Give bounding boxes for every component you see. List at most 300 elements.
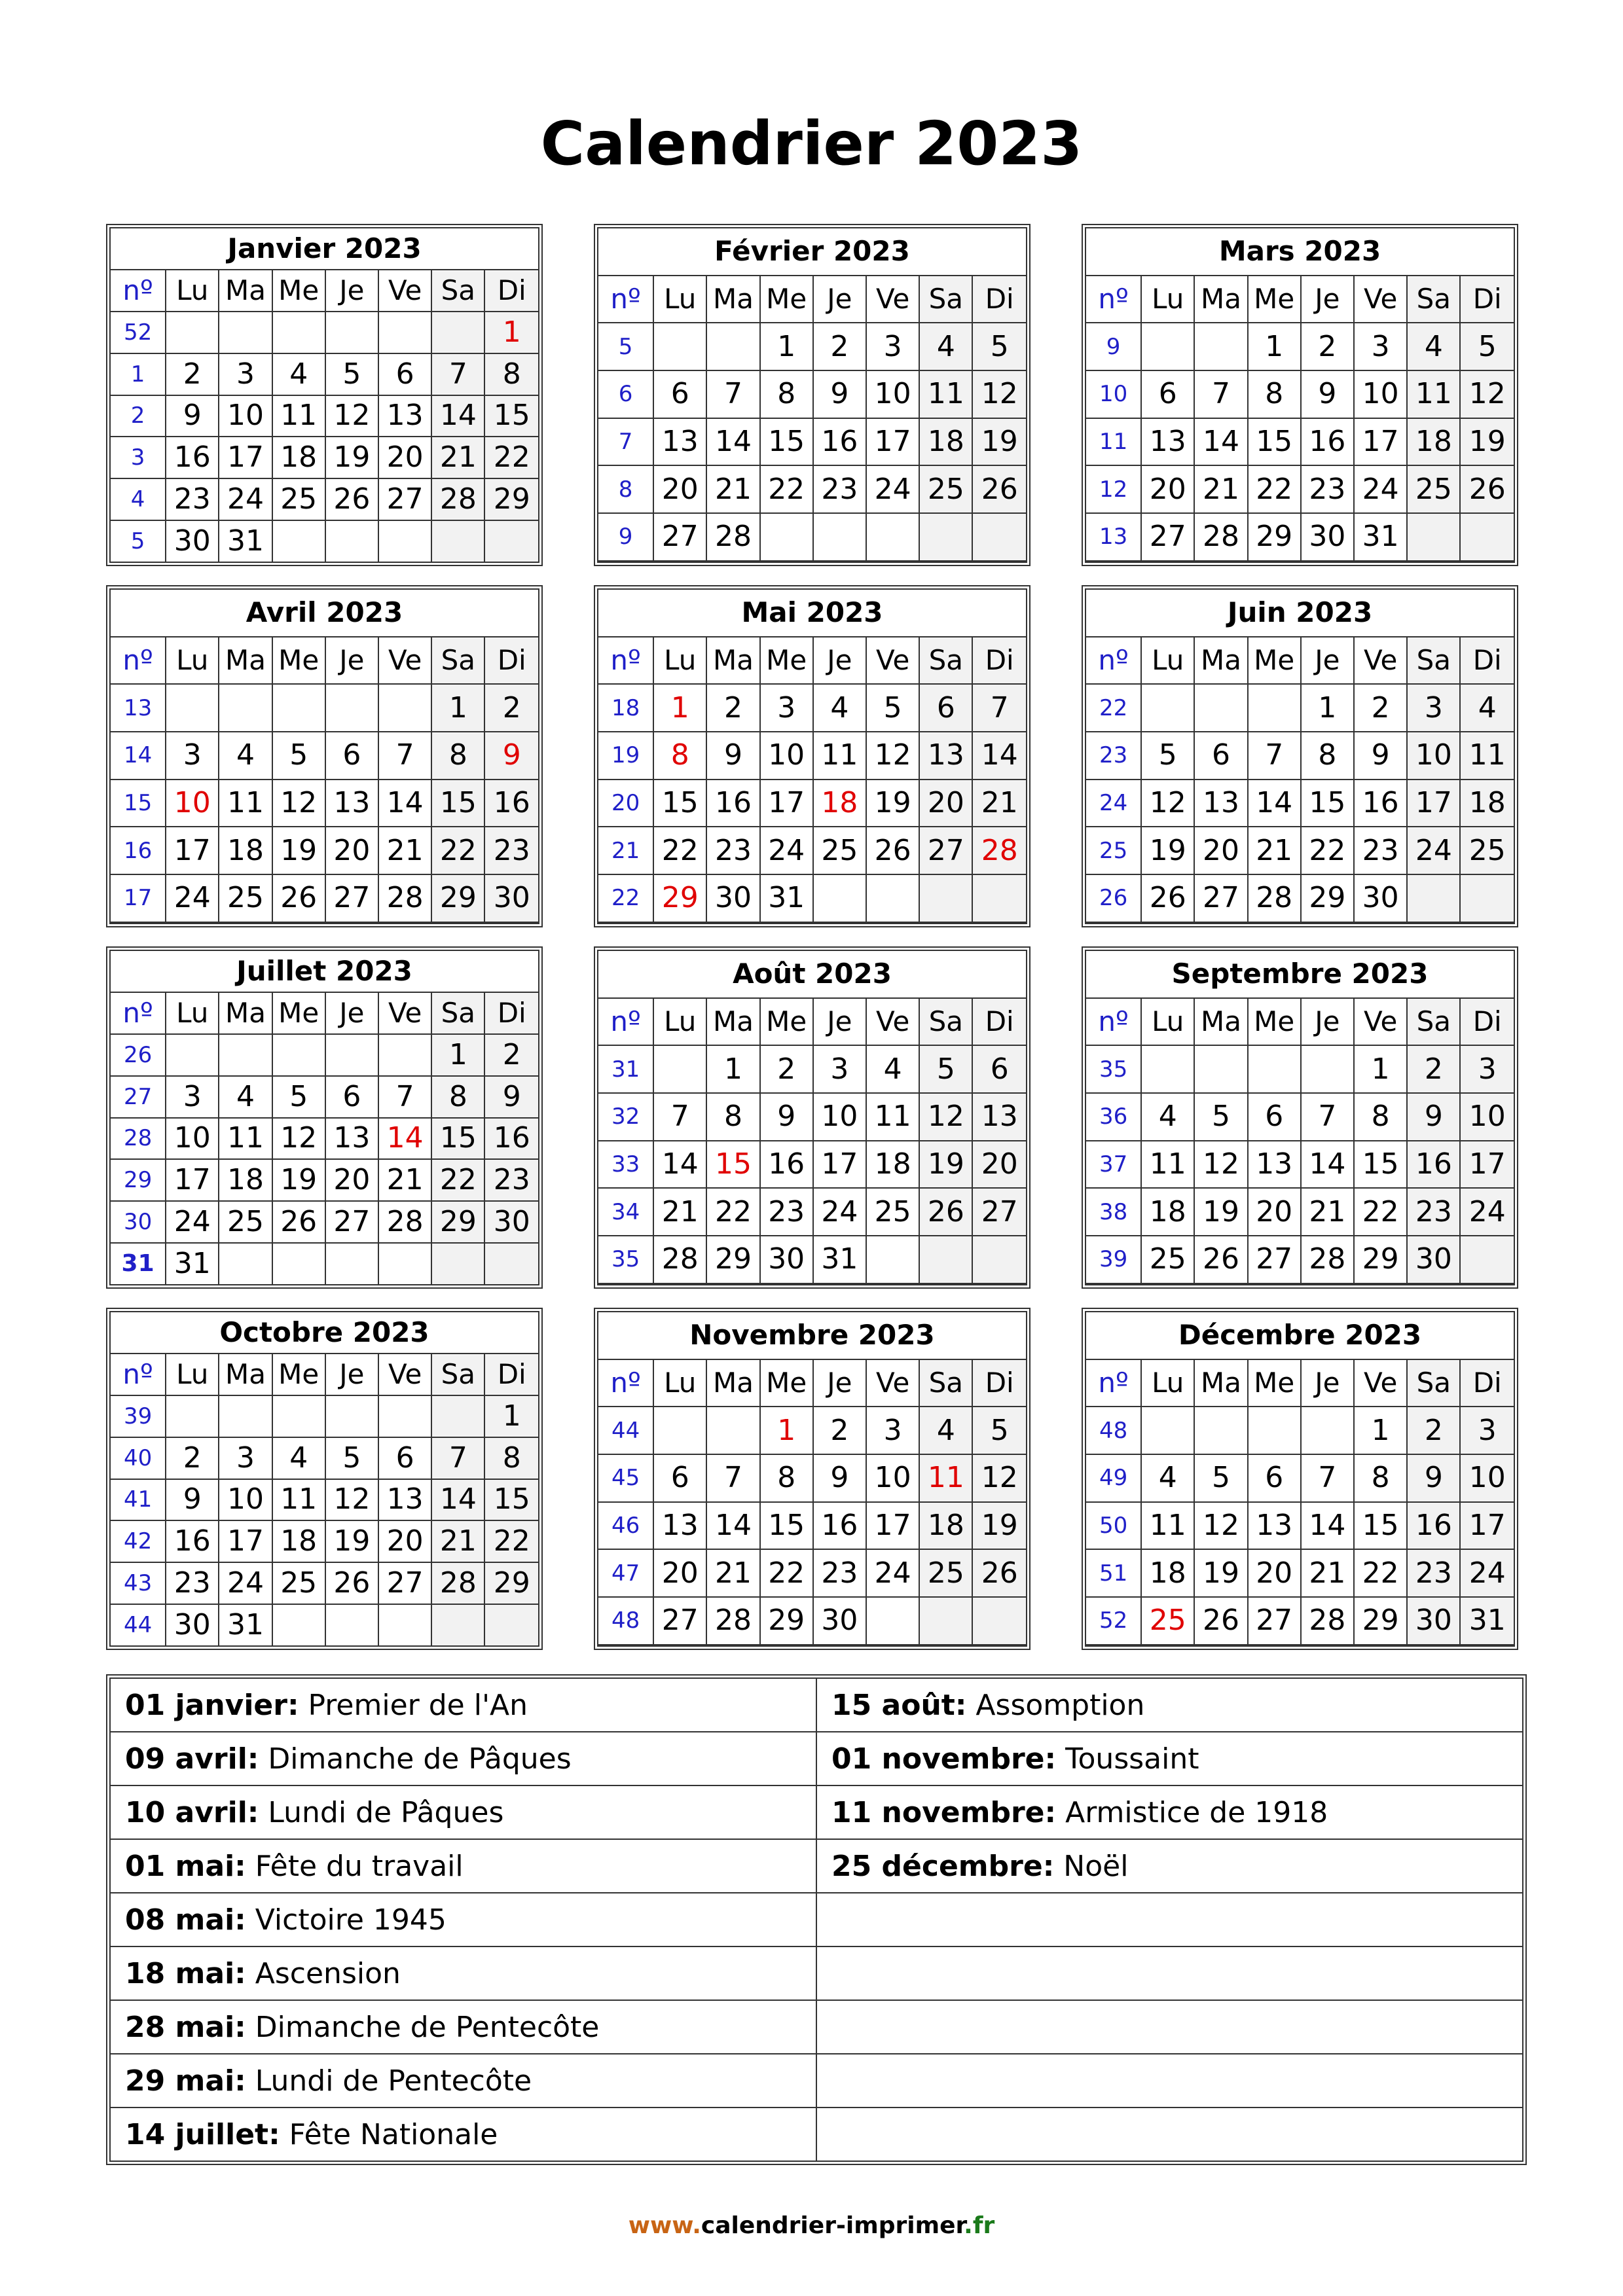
day-cell[interactable]: 7 <box>1194 370 1247 418</box>
day-cell[interactable]: 20 <box>972 1141 1027 1189</box>
day-cell[interactable] <box>1248 1407 1301 1454</box>
day-cell[interactable]: 17 <box>866 418 919 466</box>
day-cell[interactable] <box>919 561 972 562</box>
day-cell[interactable] <box>272 684 325 732</box>
day-cell[interactable]: 14 <box>1248 780 1301 827</box>
day-cell[interactable]: 18 <box>1460 780 1514 827</box>
day-cell[interactable]: 13 <box>1248 1502 1301 1550</box>
day-cell[interactable]: 1 <box>1354 1045 1407 1093</box>
day-cell[interactable]: 15 <box>760 1502 813 1550</box>
day-cell[interactable]: 15 <box>1354 1141 1407 1189</box>
day-cell[interactable]: 23 <box>1407 1188 1460 1236</box>
day-cell[interactable]: 31 <box>1354 513 1407 561</box>
day-cell[interactable]: 4 <box>866 1045 919 1093</box>
day-cell[interactable] <box>1248 1283 1301 1285</box>
day-cell[interactable]: 22 <box>484 1520 539 1562</box>
day-cell[interactable]: 13 <box>325 780 378 827</box>
day-cell[interactable]: 1 <box>431 684 484 732</box>
day-cell[interactable]: 23 <box>706 827 759 874</box>
day-cell[interactable]: 8 <box>484 353 539 395</box>
day-cell[interactable]: 31 <box>760 874 813 922</box>
day-cell[interactable]: 6 <box>653 370 706 418</box>
day-cell[interactable]: 1 <box>1354 1407 1407 1454</box>
day-cell[interactable]: 29 <box>1354 1236 1407 1283</box>
day-cell[interactable]: 24 <box>866 1549 919 1597</box>
day-cell[interactable]: 3 <box>1354 323 1407 370</box>
day-cell[interactable] <box>1194 1045 1247 1093</box>
day-cell[interactable]: 13 <box>919 732 972 780</box>
day-cell[interactable]: 14 <box>1194 418 1247 466</box>
day-cell[interactable]: 7 <box>431 353 484 395</box>
day-cell[interactable]: 30 <box>484 874 539 922</box>
day-cell[interactable]: 17 <box>866 1502 919 1550</box>
day-cell[interactable] <box>919 1645 972 1646</box>
day-cell[interactable]: 6 <box>325 732 378 780</box>
day-cell[interactable] <box>325 312 378 353</box>
day-cell[interactable] <box>272 1034 325 1076</box>
day-cell[interactable] <box>484 922 539 924</box>
day-cell[interactable]: 18 <box>1407 418 1460 466</box>
day-cell[interactable]: 6 <box>1248 1454 1301 1502</box>
day-cell[interactable] <box>1194 684 1247 732</box>
day-cell[interactable]: 26 <box>919 1188 972 1236</box>
day-cell[interactable]: 27 <box>1141 513 1194 561</box>
day-cell[interactable]: 2 <box>1354 684 1407 732</box>
day-cell[interactable]: 24 <box>760 827 813 874</box>
day-cell[interactable] <box>919 1236 972 1283</box>
day-cell[interactable]: 23 <box>1407 1549 1460 1597</box>
day-cell[interactable] <box>1248 922 1301 924</box>
day-cell[interactable]: 17 <box>166 827 219 874</box>
day-cell[interactable]: 12 <box>1194 1502 1247 1550</box>
day-cell[interactable] <box>1301 1645 1354 1646</box>
day-cell[interactable] <box>325 922 378 924</box>
day-cell[interactable]: 16 <box>1354 780 1407 827</box>
day-cell[interactable]: 3 <box>1460 1407 1514 1454</box>
day-cell[interactable] <box>706 922 759 924</box>
day-cell[interactable] <box>972 1283 1027 1285</box>
day-cell[interactable] <box>484 1604 539 1646</box>
day-cell[interactable] <box>378 1395 431 1437</box>
day-cell[interactable]: 13 <box>378 395 431 437</box>
day-cell[interactable] <box>1301 1283 1354 1285</box>
day-cell[interactable]: 21 <box>1248 827 1301 874</box>
day-cell[interactable]: 17 <box>1407 780 1460 827</box>
day-cell[interactable]: 6 <box>919 684 972 732</box>
day-cell[interactable]: 12 <box>919 1093 972 1141</box>
day-cell[interactable] <box>866 561 919 562</box>
day-cell[interactable]: 1 <box>1248 323 1301 370</box>
day-cell[interactable]: 14 <box>431 1479 484 1521</box>
day-cell[interactable] <box>325 1604 378 1646</box>
day-cell[interactable]: 14 <box>653 1141 706 1189</box>
day-cell[interactable]: 4 <box>1407 323 1460 370</box>
day-cell[interactable] <box>972 922 1027 924</box>
day-cell[interactable] <box>166 684 219 732</box>
day-cell[interactable]: 8 <box>653 732 706 780</box>
day-cell[interactable]: 9 <box>166 1479 219 1521</box>
day-cell[interactable]: 18 <box>219 1159 272 1201</box>
day-cell[interactable] <box>813 874 866 922</box>
day-cell[interactable]: 12 <box>272 780 325 827</box>
day-cell[interactable]: 22 <box>706 1188 759 1236</box>
day-cell[interactable] <box>1354 1645 1407 1646</box>
day-cell[interactable]: 9 <box>1407 1454 1460 1502</box>
day-cell[interactable] <box>653 323 706 370</box>
day-cell[interactable]: 29 <box>431 874 484 922</box>
day-cell[interactable]: 5 <box>1460 323 1514 370</box>
day-cell[interactable]: 24 <box>1354 465 1407 513</box>
day-cell[interactable] <box>1354 561 1407 562</box>
day-cell[interactable] <box>706 1645 759 1646</box>
day-cell[interactable]: 30 <box>484 1201 539 1243</box>
day-cell[interactable]: 4 <box>813 684 866 732</box>
day-cell[interactable]: 5 <box>325 353 378 395</box>
day-cell[interactable]: 21 <box>1301 1549 1354 1597</box>
day-cell[interactable] <box>219 684 272 732</box>
day-cell[interactable]: 11 <box>219 1118 272 1160</box>
day-cell[interactable]: 9 <box>484 732 539 780</box>
day-cell[interactable]: 13 <box>1248 1141 1301 1189</box>
day-cell[interactable] <box>272 1243 325 1285</box>
day-cell[interactable]: 31 <box>166 1243 219 1285</box>
day-cell[interactable]: 25 <box>1407 465 1460 513</box>
day-cell[interactable]: 6 <box>972 1045 1027 1093</box>
day-cell[interactable] <box>866 1236 919 1283</box>
day-cell[interactable] <box>972 1236 1027 1283</box>
day-cell[interactable] <box>1407 922 1460 924</box>
day-cell[interactable] <box>919 1283 972 1285</box>
day-cell[interactable]: 26 <box>325 478 378 520</box>
day-cell[interactable]: 17 <box>1460 1502 1514 1550</box>
day-cell[interactable]: 19 <box>325 437 378 478</box>
day-cell[interactable]: 30 <box>1301 513 1354 561</box>
day-cell[interactable]: 25 <box>1460 827 1514 874</box>
day-cell[interactable] <box>484 520 539 562</box>
day-cell[interactable]: 1 <box>1301 684 1354 732</box>
day-cell[interactable]: 31 <box>219 520 272 562</box>
day-cell[interactable]: 19 <box>1194 1188 1247 1236</box>
day-cell[interactable]: 2 <box>166 353 219 395</box>
day-cell[interactable] <box>1301 1045 1354 1093</box>
day-cell[interactable]: 17 <box>813 1141 866 1189</box>
day-cell[interactable] <box>653 561 706 562</box>
day-cell[interactable]: 24 <box>866 465 919 513</box>
day-cell[interactable]: 13 <box>972 1093 1027 1141</box>
day-cell[interactable]: 8 <box>760 1454 813 1502</box>
day-cell[interactable]: 28 <box>431 478 484 520</box>
day-cell[interactable]: 18 <box>272 437 325 478</box>
day-cell[interactable]: 24 <box>1407 827 1460 874</box>
day-cell[interactable]: 9 <box>706 732 759 780</box>
day-cell[interactable]: 5 <box>866 684 919 732</box>
day-cell[interactable]: 12 <box>1141 780 1194 827</box>
day-cell[interactable] <box>706 323 759 370</box>
day-cell[interactable]: 9 <box>1301 370 1354 418</box>
day-cell[interactable] <box>706 1407 759 1454</box>
day-cell[interactable]: 12 <box>972 370 1027 418</box>
day-cell[interactable]: 28 <box>1301 1597 1354 1645</box>
day-cell[interactable]: 30 <box>1354 874 1407 922</box>
day-cell[interactable] <box>1194 1283 1247 1285</box>
day-cell[interactable]: 13 <box>653 418 706 466</box>
day-cell[interactable]: 28 <box>378 874 431 922</box>
day-cell[interactable] <box>972 1645 1027 1646</box>
day-cell[interactable]: 26 <box>972 1549 1027 1597</box>
day-cell[interactable]: 24 <box>166 1201 219 1243</box>
day-cell[interactable]: 26 <box>272 874 325 922</box>
day-cell[interactable] <box>378 684 431 732</box>
day-cell[interactable]: 10 <box>866 1454 919 1502</box>
day-cell[interactable]: 30 <box>760 1236 813 1283</box>
day-cell[interactable]: 7 <box>653 1093 706 1141</box>
day-cell[interactable] <box>431 1604 484 1646</box>
day-cell[interactable]: 25 <box>272 478 325 520</box>
day-cell[interactable]: 26 <box>272 1201 325 1243</box>
day-cell[interactable]: 13 <box>325 1118 378 1160</box>
day-cell[interactable]: 6 <box>653 1454 706 1502</box>
day-cell[interactable]: 25 <box>219 1201 272 1243</box>
day-cell[interactable]: 12 <box>272 1118 325 1160</box>
day-cell[interactable]: 15 <box>484 1479 539 1521</box>
day-cell[interactable]: 21 <box>653 1188 706 1236</box>
day-cell[interactable] <box>706 561 759 562</box>
day-cell[interactable]: 27 <box>919 827 972 874</box>
day-cell[interactable]: 16 <box>166 437 219 478</box>
day-cell[interactable] <box>653 1283 706 1285</box>
day-cell[interactable]: 21 <box>378 827 431 874</box>
day-cell[interactable] <box>760 513 813 561</box>
day-cell[interactable]: 2 <box>166 1437 219 1479</box>
day-cell[interactable]: 18 <box>813 780 866 827</box>
day-cell[interactable]: 28 <box>1194 513 1247 561</box>
day-cell[interactable]: 24 <box>166 874 219 922</box>
day-cell[interactable]: 22 <box>760 1549 813 1597</box>
day-cell[interactable]: 18 <box>1141 1188 1194 1236</box>
day-cell[interactable]: 21 <box>972 780 1027 827</box>
day-cell[interactable]: 16 <box>1407 1141 1460 1189</box>
day-cell[interactable]: 20 <box>653 465 706 513</box>
day-cell[interactable] <box>325 1395 378 1437</box>
day-cell[interactable]: 14 <box>378 1118 431 1160</box>
day-cell[interactable]: 26 <box>1460 465 1514 513</box>
day-cell[interactable]: 7 <box>378 732 431 780</box>
day-cell[interactable] <box>325 1034 378 1076</box>
day-cell[interactable]: 8 <box>760 370 813 418</box>
day-cell[interactable]: 10 <box>219 395 272 437</box>
day-cell[interactable] <box>431 1243 484 1285</box>
day-cell[interactable]: 17 <box>760 780 813 827</box>
day-cell[interactable]: 25 <box>1141 1597 1194 1645</box>
day-cell[interactable]: 10 <box>1460 1454 1514 1502</box>
day-cell[interactable]: 3 <box>1407 684 1460 732</box>
day-cell[interactable] <box>813 1283 866 1285</box>
day-cell[interactable]: 30 <box>706 874 759 922</box>
day-cell[interactable] <box>706 1283 759 1285</box>
day-cell[interactable] <box>272 1395 325 1437</box>
day-cell[interactable]: 10 <box>813 1093 866 1141</box>
day-cell[interactable]: 31 <box>813 1236 866 1283</box>
day-cell[interactable] <box>1194 922 1247 924</box>
day-cell[interactable] <box>760 1283 813 1285</box>
day-cell[interactable]: 30 <box>1407 1236 1460 1283</box>
day-cell[interactable]: 21 <box>431 437 484 478</box>
day-cell[interactable]: 10 <box>1407 732 1460 780</box>
day-cell[interactable]: 29 <box>1301 874 1354 922</box>
day-cell[interactable]: 24 <box>1460 1188 1514 1236</box>
day-cell[interactable]: 27 <box>325 874 378 922</box>
day-cell[interactable]: 2 <box>1407 1045 1460 1093</box>
day-cell[interactable] <box>272 520 325 562</box>
day-cell[interactable]: 11 <box>272 395 325 437</box>
day-cell[interactable]: 27 <box>972 1188 1027 1236</box>
day-cell[interactable]: 22 <box>431 827 484 874</box>
day-cell[interactable]: 2 <box>813 1407 866 1454</box>
day-cell[interactable]: 8 <box>1354 1454 1407 1502</box>
day-cell[interactable]: 7 <box>431 1437 484 1479</box>
day-cell[interactable]: 30 <box>166 520 219 562</box>
day-cell[interactable]: 3 <box>866 323 919 370</box>
day-cell[interactable] <box>1248 561 1301 562</box>
day-cell[interactable]: 23 <box>813 1549 866 1597</box>
day-cell[interactable]: 18 <box>866 1141 919 1189</box>
day-cell[interactable] <box>1460 561 1514 562</box>
day-cell[interactable] <box>813 922 866 924</box>
day-cell[interactable]: 19 <box>919 1141 972 1189</box>
day-cell[interactable]: 26 <box>1141 874 1194 922</box>
day-cell[interactable]: 12 <box>866 732 919 780</box>
day-cell[interactable]: 18 <box>219 827 272 874</box>
day-cell[interactable]: 9 <box>484 1076 539 1118</box>
day-cell[interactable] <box>813 561 866 562</box>
day-cell[interactable] <box>378 1034 431 1076</box>
day-cell[interactable] <box>653 922 706 924</box>
day-cell[interactable]: 4 <box>219 732 272 780</box>
day-cell[interactable]: 28 <box>706 1597 759 1645</box>
day-cell[interactable]: 23 <box>166 1562 219 1604</box>
day-cell[interactable] <box>1460 1283 1514 1285</box>
day-cell[interactable]: 20 <box>1248 1549 1301 1597</box>
day-cell[interactable]: 24 <box>1460 1549 1514 1597</box>
day-cell[interactable]: 14 <box>1301 1141 1354 1189</box>
day-cell[interactable] <box>1407 874 1460 922</box>
day-cell[interactable]: 19 <box>1194 1549 1247 1597</box>
day-cell[interactable]: 8 <box>1248 370 1301 418</box>
day-cell[interactable]: 21 <box>431 1520 484 1562</box>
day-cell[interactable] <box>378 520 431 562</box>
day-cell[interactable] <box>1248 684 1301 732</box>
day-cell[interactable]: 11 <box>813 732 866 780</box>
day-cell[interactable] <box>1460 1645 1514 1646</box>
day-cell[interactable] <box>1460 1236 1514 1283</box>
day-cell[interactable] <box>1141 1045 1194 1093</box>
day-cell[interactable] <box>760 1645 813 1646</box>
day-cell[interactable] <box>1141 1645 1194 1646</box>
day-cell[interactable] <box>866 1283 919 1285</box>
day-cell[interactable]: 27 <box>1248 1597 1301 1645</box>
day-cell[interactable]: 1 <box>431 1034 484 1076</box>
day-cell[interactable] <box>1407 1645 1460 1646</box>
day-cell[interactable]: 26 <box>1194 1597 1247 1645</box>
day-cell[interactable]: 25 <box>272 1562 325 1604</box>
day-cell[interactable]: 9 <box>813 1454 866 1502</box>
day-cell[interactable]: 23 <box>484 1159 539 1201</box>
day-cell[interactable]: 29 <box>484 478 539 520</box>
day-cell[interactable] <box>866 1597 919 1645</box>
day-cell[interactable]: 11 <box>1407 370 1460 418</box>
day-cell[interactable]: 17 <box>1354 418 1407 466</box>
day-cell[interactable]: 10 <box>219 1479 272 1521</box>
day-cell[interactable] <box>378 922 431 924</box>
day-cell[interactable]: 14 <box>706 1502 759 1550</box>
day-cell[interactable] <box>1354 1283 1407 1285</box>
day-cell[interactable] <box>1301 561 1354 562</box>
day-cell[interactable]: 7 <box>706 370 759 418</box>
day-cell[interactable]: 1 <box>706 1045 759 1093</box>
day-cell[interactable] <box>1407 561 1460 562</box>
day-cell[interactable]: 22 <box>1248 465 1301 513</box>
day-cell[interactable] <box>1141 1407 1194 1454</box>
day-cell[interactable]: 20 <box>919 780 972 827</box>
day-cell[interactable]: 17 <box>1460 1141 1514 1189</box>
day-cell[interactable]: 2 <box>1407 1407 1460 1454</box>
day-cell[interactable] <box>919 874 972 922</box>
day-cell[interactable]: 22 <box>484 437 539 478</box>
day-cell[interactable]: 31 <box>1460 1597 1514 1645</box>
day-cell[interactable]: 10 <box>866 370 919 418</box>
day-cell[interactable]: 20 <box>378 437 431 478</box>
day-cell[interactable]: 21 <box>706 465 759 513</box>
day-cell[interactable] <box>866 922 919 924</box>
day-cell[interactable]: 19 <box>325 1520 378 1562</box>
day-cell[interactable]: 29 <box>431 1201 484 1243</box>
day-cell[interactable]: 4 <box>272 1437 325 1479</box>
day-cell[interactable]: 13 <box>378 1479 431 1521</box>
day-cell[interactable]: 5 <box>1141 732 1194 780</box>
day-cell[interactable]: 19 <box>866 780 919 827</box>
day-cell[interactable] <box>272 1604 325 1646</box>
day-cell[interactable]: 7 <box>378 1076 431 1118</box>
day-cell[interactable] <box>1248 1645 1301 1646</box>
day-cell[interactable]: 20 <box>1248 1188 1301 1236</box>
day-cell[interactable] <box>866 1645 919 1646</box>
day-cell[interactable]: 2 <box>760 1045 813 1093</box>
day-cell[interactable]: 11 <box>919 1454 972 1502</box>
day-cell[interactable]: 15 <box>653 780 706 827</box>
day-cell[interactable] <box>325 684 378 732</box>
day-cell[interactable]: 15 <box>706 1141 759 1189</box>
day-cell[interactable]: 25 <box>813 827 866 874</box>
day-cell[interactable]: 28 <box>1301 1236 1354 1283</box>
day-cell[interactable]: 1 <box>484 312 539 353</box>
day-cell[interactable]: 27 <box>1194 874 1247 922</box>
day-cell[interactable] <box>972 513 1027 561</box>
day-cell[interactable]: 22 <box>1354 1549 1407 1597</box>
day-cell[interactable]: 2 <box>484 1034 539 1076</box>
day-cell[interactable]: 23 <box>813 465 866 513</box>
day-cell[interactable]: 5 <box>325 1437 378 1479</box>
day-cell[interactable]: 21 <box>1194 465 1247 513</box>
day-cell[interactable] <box>166 1395 219 1437</box>
day-cell[interactable]: 30 <box>813 1597 866 1645</box>
day-cell[interactable]: 21 <box>706 1549 759 1597</box>
day-cell[interactable]: 21 <box>378 1159 431 1201</box>
day-cell[interactable]: 22 <box>431 1159 484 1201</box>
day-cell[interactable]: 2 <box>1301 323 1354 370</box>
day-cell[interactable] <box>919 1597 972 1645</box>
day-cell[interactable] <box>866 874 919 922</box>
day-cell[interactable]: 15 <box>1301 780 1354 827</box>
